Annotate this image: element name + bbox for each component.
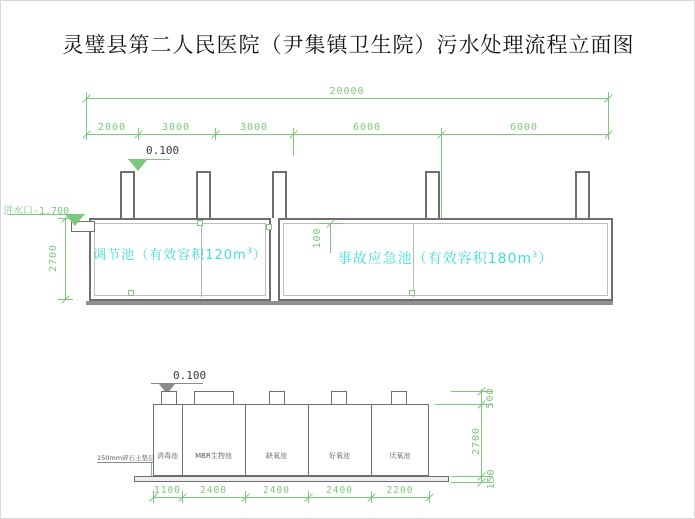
foundation-slab xyxy=(134,476,449,482)
dim-depth-label: 2700 xyxy=(48,243,59,273)
dim-right-label: 150 xyxy=(486,468,497,490)
base-note: 150mm碎石土垫层 xyxy=(97,454,155,462)
extension-line-long xyxy=(441,128,442,218)
label-sup: 3 xyxy=(246,246,253,256)
label-text: ） xyxy=(538,251,554,267)
dim-segment-label: 3000 xyxy=(239,122,269,133)
label-sup: 3 xyxy=(532,250,539,260)
dim-segment-label: 6000 xyxy=(352,122,382,133)
joint-marker xyxy=(197,220,203,226)
label-text: ） xyxy=(252,248,267,263)
tank-base-slab xyxy=(86,301,613,305)
riser-stub xyxy=(391,391,407,405)
pillar xyxy=(120,171,135,218)
compartment-label: 厌氧池 xyxy=(389,452,411,460)
dim-line-depth xyxy=(65,218,66,299)
joint-marker xyxy=(128,290,134,296)
dim-line-bottom xyxy=(153,497,429,498)
dim-line-segments xyxy=(86,134,608,135)
compartment-label: 缺氧池 xyxy=(266,452,287,460)
elevation-value: 0.100 xyxy=(173,369,207,382)
elevation-value: 0.100 xyxy=(146,144,180,157)
compartment-divider xyxy=(308,404,309,476)
compartment-label: 好氧池 xyxy=(329,452,350,460)
riser-stub xyxy=(194,391,234,405)
compartment-divider xyxy=(245,404,246,476)
dim-line-overall xyxy=(86,98,608,99)
equipment-tank xyxy=(153,404,429,476)
riser-stub xyxy=(331,391,347,405)
dim-segment-label: 2000 xyxy=(97,122,127,133)
riser-stub xyxy=(161,391,177,405)
compartment-label: 消毒池 xyxy=(157,452,178,460)
dim-overall-label: 20000 xyxy=(329,86,365,97)
compartment-divider xyxy=(182,404,183,476)
dim-bottom-label: 2400 xyxy=(200,485,227,496)
compartment-label: MBR生物池 xyxy=(195,452,232,460)
label-text: 调节池（有效容积120m xyxy=(93,248,247,263)
elevation-triangle-icon xyxy=(129,160,147,171)
dim-freeboard-label: 100 xyxy=(312,227,323,249)
compartment-divider xyxy=(371,404,372,476)
drawing-title: 灵璧县第二人民医院（尹集镇卫生院）污水处理流程立面图 xyxy=(62,33,635,57)
inlet-elevation-label: 进水口-1.700 xyxy=(3,206,70,217)
elevation-triangle-icon xyxy=(66,215,84,226)
label-text: 事故应急池（有效容积180m xyxy=(337,251,533,267)
dim-bottom-label: 2400 xyxy=(263,485,290,496)
regulation-tank-label xyxy=(89,244,271,263)
pillar xyxy=(272,171,287,218)
dim-bottom-label: 2200 xyxy=(386,485,414,496)
riser-stub xyxy=(269,391,285,405)
note-leader-line xyxy=(151,463,152,476)
dim-right-label: 2700 xyxy=(471,426,482,456)
note-leader-line xyxy=(97,462,153,463)
emergency-tank-label xyxy=(278,248,613,268)
joint-marker xyxy=(266,224,272,230)
dim-bottom-label: 2400 xyxy=(326,485,353,496)
dim-segment-label: 6000 xyxy=(509,122,539,133)
dim-right-label: 500 xyxy=(485,387,496,409)
dim-bottom-label: 1100 xyxy=(154,485,181,496)
pillar xyxy=(425,171,440,218)
joint-marker xyxy=(409,290,415,296)
pillar xyxy=(575,171,590,218)
pillar xyxy=(196,171,211,218)
dim-segment-label: 3000 xyxy=(161,122,191,133)
